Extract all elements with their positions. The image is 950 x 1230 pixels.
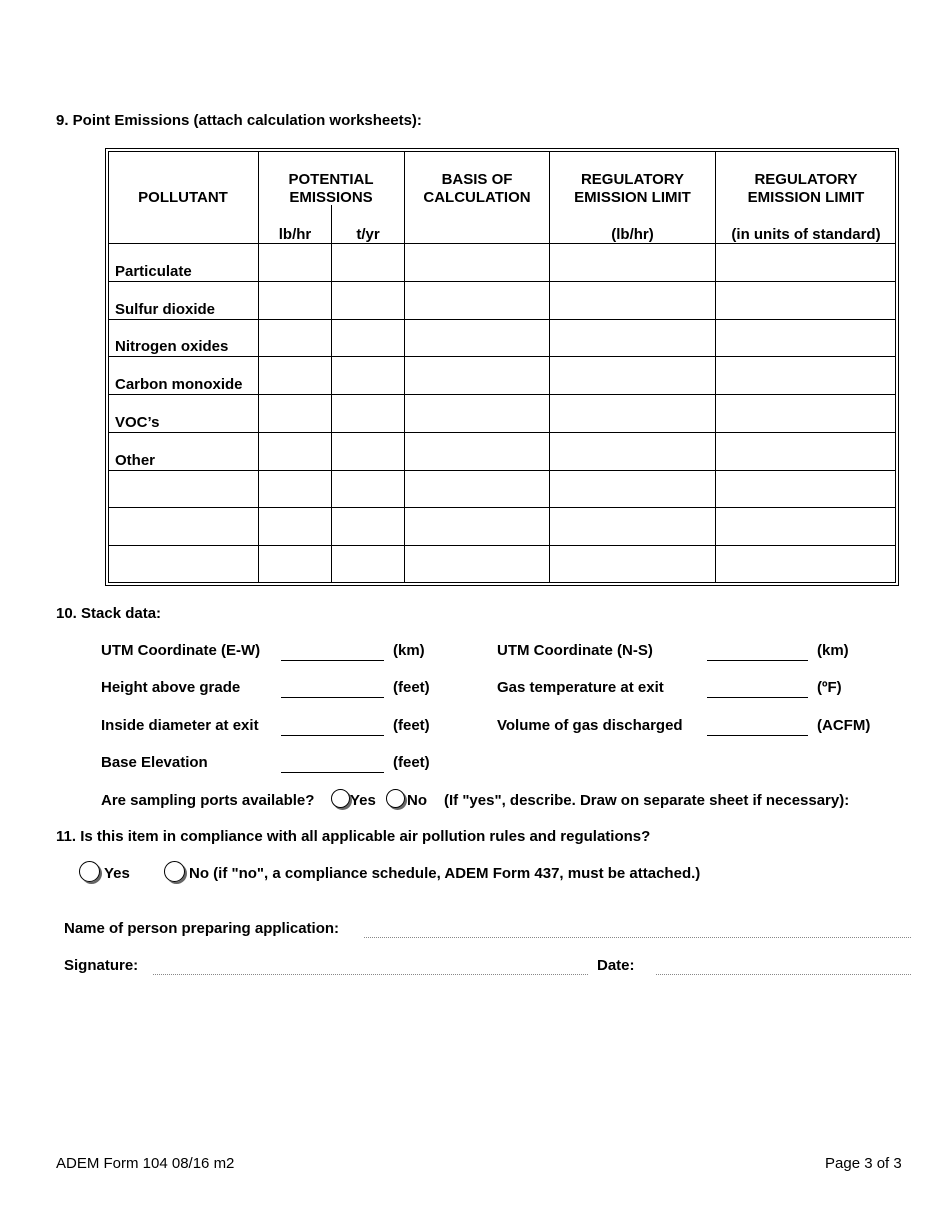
- signature-field[interactable]: [153, 974, 588, 975]
- sampling-note: (If "yes", describe. Draw on separate sheet if necessary):: [444, 792, 850, 809]
- sampling-no-label: No: [407, 792, 427, 809]
- header-reg2-line1: REGULATORY: [754, 171, 858, 188]
- gas-temp-field[interactable]: [707, 697, 808, 698]
- row-line: [108, 356, 896, 357]
- diameter-label: Inside diameter at exit: [101, 717, 259, 734]
- header-potential-line2: EMISSIONS: [289, 189, 373, 206]
- utm-ns-unit: (km): [817, 642, 849, 659]
- base-elevation-unit: (feet): [393, 754, 430, 771]
- section-11-title: 11. Is this item in compliance with all applicable air pollution rules and regulations?: [56, 828, 651, 845]
- row-line: [108, 394, 896, 395]
- utm-ns-label: UTM Coordinate (N-S): [497, 642, 653, 659]
- row-label-sulfur-dioxide: Sulfur dioxide: [115, 301, 216, 318]
- preparer-name-label: Name of person preparing application:: [64, 920, 340, 937]
- emissions-table: [108, 151, 896, 583]
- utm-ew-field[interactable]: [281, 660, 384, 661]
- compliance-no-label: No (if "no", a compliance schedule, ADEM Form 437, must be attached.): [189, 865, 701, 882]
- height-unit: (feet): [393, 679, 430, 696]
- volume-unit: (ACFM): [817, 717, 871, 734]
- diameter-unit: (feet): [393, 717, 430, 734]
- header-reg1-unit: (lb/hr): [611, 226, 654, 243]
- base-elevation-field[interactable]: [281, 772, 384, 773]
- gas-temp-unit: (ºF): [817, 679, 842, 696]
- header-lbhr: lb/hr: [278, 226, 312, 243]
- compliance-yes-radio[interactable]: [79, 861, 100, 882]
- utm-ew-unit: (km): [393, 642, 425, 659]
- section-10-title: 10. Stack data:: [56, 605, 162, 622]
- row-line: [108, 470, 896, 471]
- header-basis-line2: CALCULATION: [423, 189, 531, 206]
- header-potential-line1: POTENTIAL: [288, 171, 374, 188]
- preparer-name-field[interactable]: [364, 937, 911, 938]
- header-basis-line1: BASIS OF: [441, 171, 513, 188]
- row-line: [108, 281, 896, 282]
- col-divider-pollutant: [258, 151, 259, 583]
- header-tyr: t/yr: [356, 226, 380, 243]
- header-reg1-line1: REGULATORY: [580, 171, 685, 188]
- sampling-ports-question: Are sampling ports available?: [101, 792, 315, 809]
- base-elevation-label: Base Elevation: [101, 754, 208, 771]
- volume-field[interactable]: [707, 735, 808, 736]
- row-label-carbon-monoxide: Carbon monoxide: [115, 376, 243, 393]
- header-reg2-line2: EMISSION LIMIT: [747, 189, 865, 206]
- utm-ew-label: UTM Coordinate (E-W): [101, 642, 261, 659]
- header-reg2-unit: (in units of standard): [731, 226, 881, 243]
- date-label: Date:: [597, 957, 635, 974]
- row-line: [108, 545, 896, 546]
- row-line: [108, 432, 896, 433]
- compliance-yes-label: Yes: [104, 865, 130, 882]
- utm-ns-field[interactable]: [707, 660, 808, 661]
- signature-label: Signature:: [64, 957, 139, 974]
- row-label-particulate: Particulate: [115, 263, 192, 280]
- col-divider-basis: [549, 151, 550, 583]
- row-line: [108, 319, 896, 320]
- gas-temp-label: Gas temperature at exit: [497, 679, 664, 696]
- row-label-other: Other: [115, 452, 156, 469]
- row-label-nitrogen-oxides: Nitrogen oxides: [115, 338, 229, 355]
- diameter-field[interactable]: [281, 735, 384, 736]
- header-pollutant: POLLUTANT: [138, 189, 228, 206]
- date-field[interactable]: [656, 974, 911, 975]
- volume-label: Volume of gas discharged: [497, 717, 683, 734]
- form-id: ADEM Form 104 08/16 m2: [56, 1155, 235, 1172]
- sampling-no-radio[interactable]: [386, 789, 405, 808]
- col-divider-reg1: [715, 151, 716, 583]
- col-divider-tyr: [404, 151, 405, 583]
- height-label: Height above grade: [101, 679, 241, 696]
- row-line: [108, 507, 896, 508]
- row-label-vocs: VOC’s: [115, 414, 160, 431]
- page-number: Page 3 of 3: [825, 1155, 902, 1172]
- compliance-no-radio[interactable]: [164, 861, 185, 882]
- sampling-yes-radio[interactable]: [331, 789, 350, 808]
- header-reg1-line2: EMISSION LIMIT: [574, 189, 691, 206]
- height-field[interactable]: [281, 697, 384, 698]
- sampling-yes-label: Yes: [350, 792, 376, 809]
- section-9-title: 9. Point Emissions (attach calculation worksheets):: [56, 112, 422, 129]
